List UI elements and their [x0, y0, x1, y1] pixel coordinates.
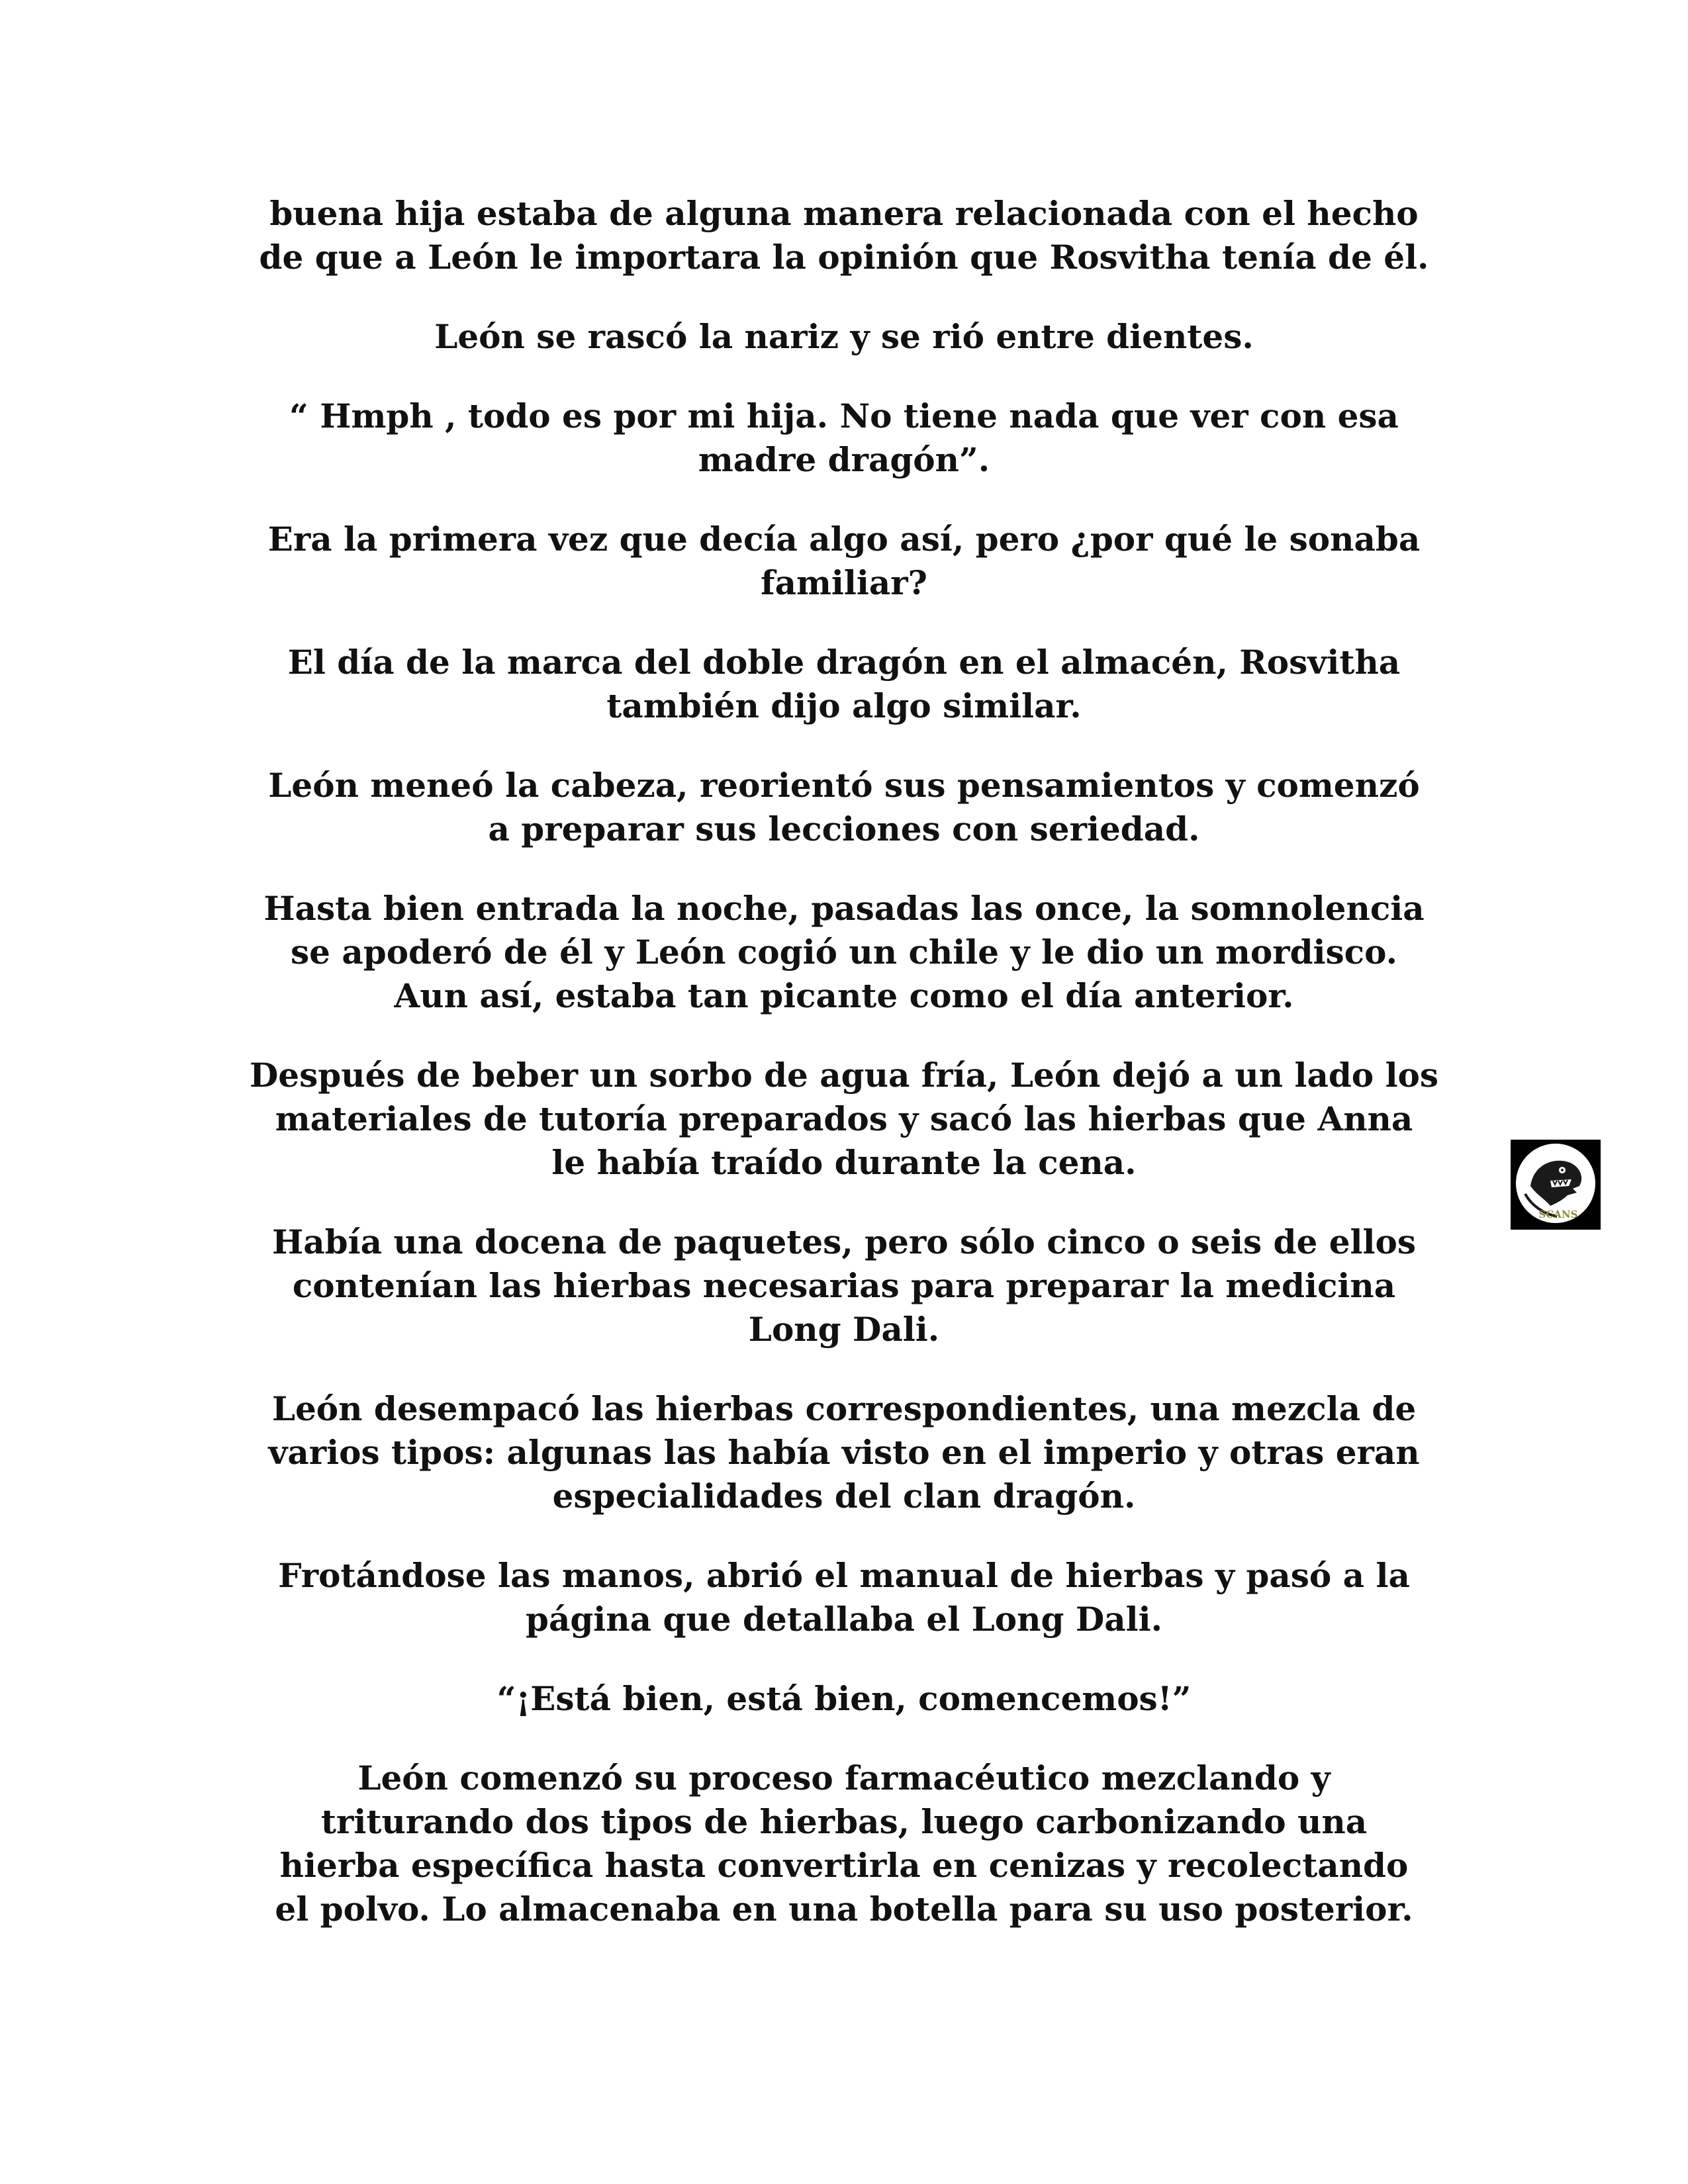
- text-line: “¡Está bien, está bien, comencemos!”: [496, 1679, 1192, 1718]
- paragraph-6: [218, 764, 1470, 851]
- dinosaur-head-icon: [1511, 1140, 1601, 1230]
- text-line: León desempacó las hierbas correspondientes, una mezcla de: [271, 1389, 1417, 1428]
- paragraph-13: [218, 1756, 1470, 1931]
- text-line: Frotándose las manos, abrió el manual de hierbas y pasó a la: [278, 1556, 1410, 1595]
- logo-text: SCANS: [1538, 1208, 1578, 1220]
- paragraph-4: [218, 518, 1470, 605]
- text-line: León meneó la cabeza, reorientó sus pensamientos y comenzó: [268, 766, 1420, 805]
- paragraph-11: [218, 1554, 1470, 1641]
- text-line: materiales de tutoría preparados y sacó las hierbas que Anna: [275, 1099, 1413, 1138]
- paragraph-5: [218, 641, 1470, 728]
- text-line: le había traído durante la cena.: [551, 1143, 1137, 1182]
- text-line: se apoderó de él y León cogió un chile y le dio un mordisco.: [290, 933, 1398, 972]
- text-line: triturando dos tipos de hierbas, luego carbonizando una: [320, 1802, 1368, 1841]
- document-body: [218, 192, 1470, 1967]
- text-line: madre dragón”.: [698, 440, 990, 479]
- text-line: también dijo algo similar.: [606, 686, 1082, 725]
- text-line: el polvo. Lo almacenaba en una botella para su uso posterior.: [275, 1889, 1413, 1929]
- text-line: varios tipos: algunas las había visto en el imperio y otras eran: [268, 1433, 1420, 1472]
- text-line: contenían las hierbas necesarias para preparar la medicina: [292, 1266, 1396, 1305]
- text-line: Era la primera vez que decía algo así, pero ¿por qué le sonaba: [267, 520, 1421, 559]
- paragraph-8: [218, 1054, 1470, 1185]
- text-line: especialidades del clan dragón.: [552, 1477, 1136, 1516]
- text-line: “ Hmph , todo es por mi hija. No tiene nada que ver con esa: [289, 396, 1399, 435]
- text-line: Aun así, estaba tan picante como el día anterior.: [394, 976, 1294, 1015]
- text-line: buena hija estaba de alguna manera relacionada con el hecho: [269, 194, 1419, 233]
- text-line: a preparar sus lecciones con seriedad.: [488, 809, 1200, 848]
- paragraph-1: [218, 192, 1470, 279]
- text-line: Hasta bien entrada la noche, pasadas las once, la somnolencia: [263, 889, 1425, 928]
- text-line: Después de beber un sorbo de agua fría, León dejó a un lado los: [249, 1056, 1439, 1095]
- text-line: familiar?: [761, 563, 927, 602]
- text-line: de que a León le importara la opinión que Rosvitha tenía de él.: [259, 238, 1429, 277]
- text-line: León comenzó su proceso farmacéutico mezclando y: [357, 1758, 1331, 1797]
- paragraph-2: [218, 315, 1470, 359]
- paragraph-7: [218, 887, 1470, 1018]
- text-line: Había una docena de paquetes, pero sólo cinco o seis de ellos: [271, 1222, 1417, 1261]
- text-line: León se rascó la nariz y se rió entre dientes.: [434, 317, 1254, 356]
- paragraph-9: [218, 1220, 1470, 1351]
- text-line: página que detallaba el Long Dali.: [525, 1600, 1162, 1639]
- paragraph-12: [218, 1677, 1470, 1721]
- paragraph-10: [218, 1387, 1470, 1518]
- text-line: hierba específica hasta convertirla en cenizas y recolectando: [279, 1846, 1409, 1885]
- paragraph-3: [218, 394, 1470, 482]
- scanlation-logo: [1511, 1140, 1601, 1230]
- text-line: El día de la marca del doble dragón en el almacén, Rosvitha: [287, 643, 1401, 682]
- text-line: Long Dali.: [748, 1310, 940, 1349]
